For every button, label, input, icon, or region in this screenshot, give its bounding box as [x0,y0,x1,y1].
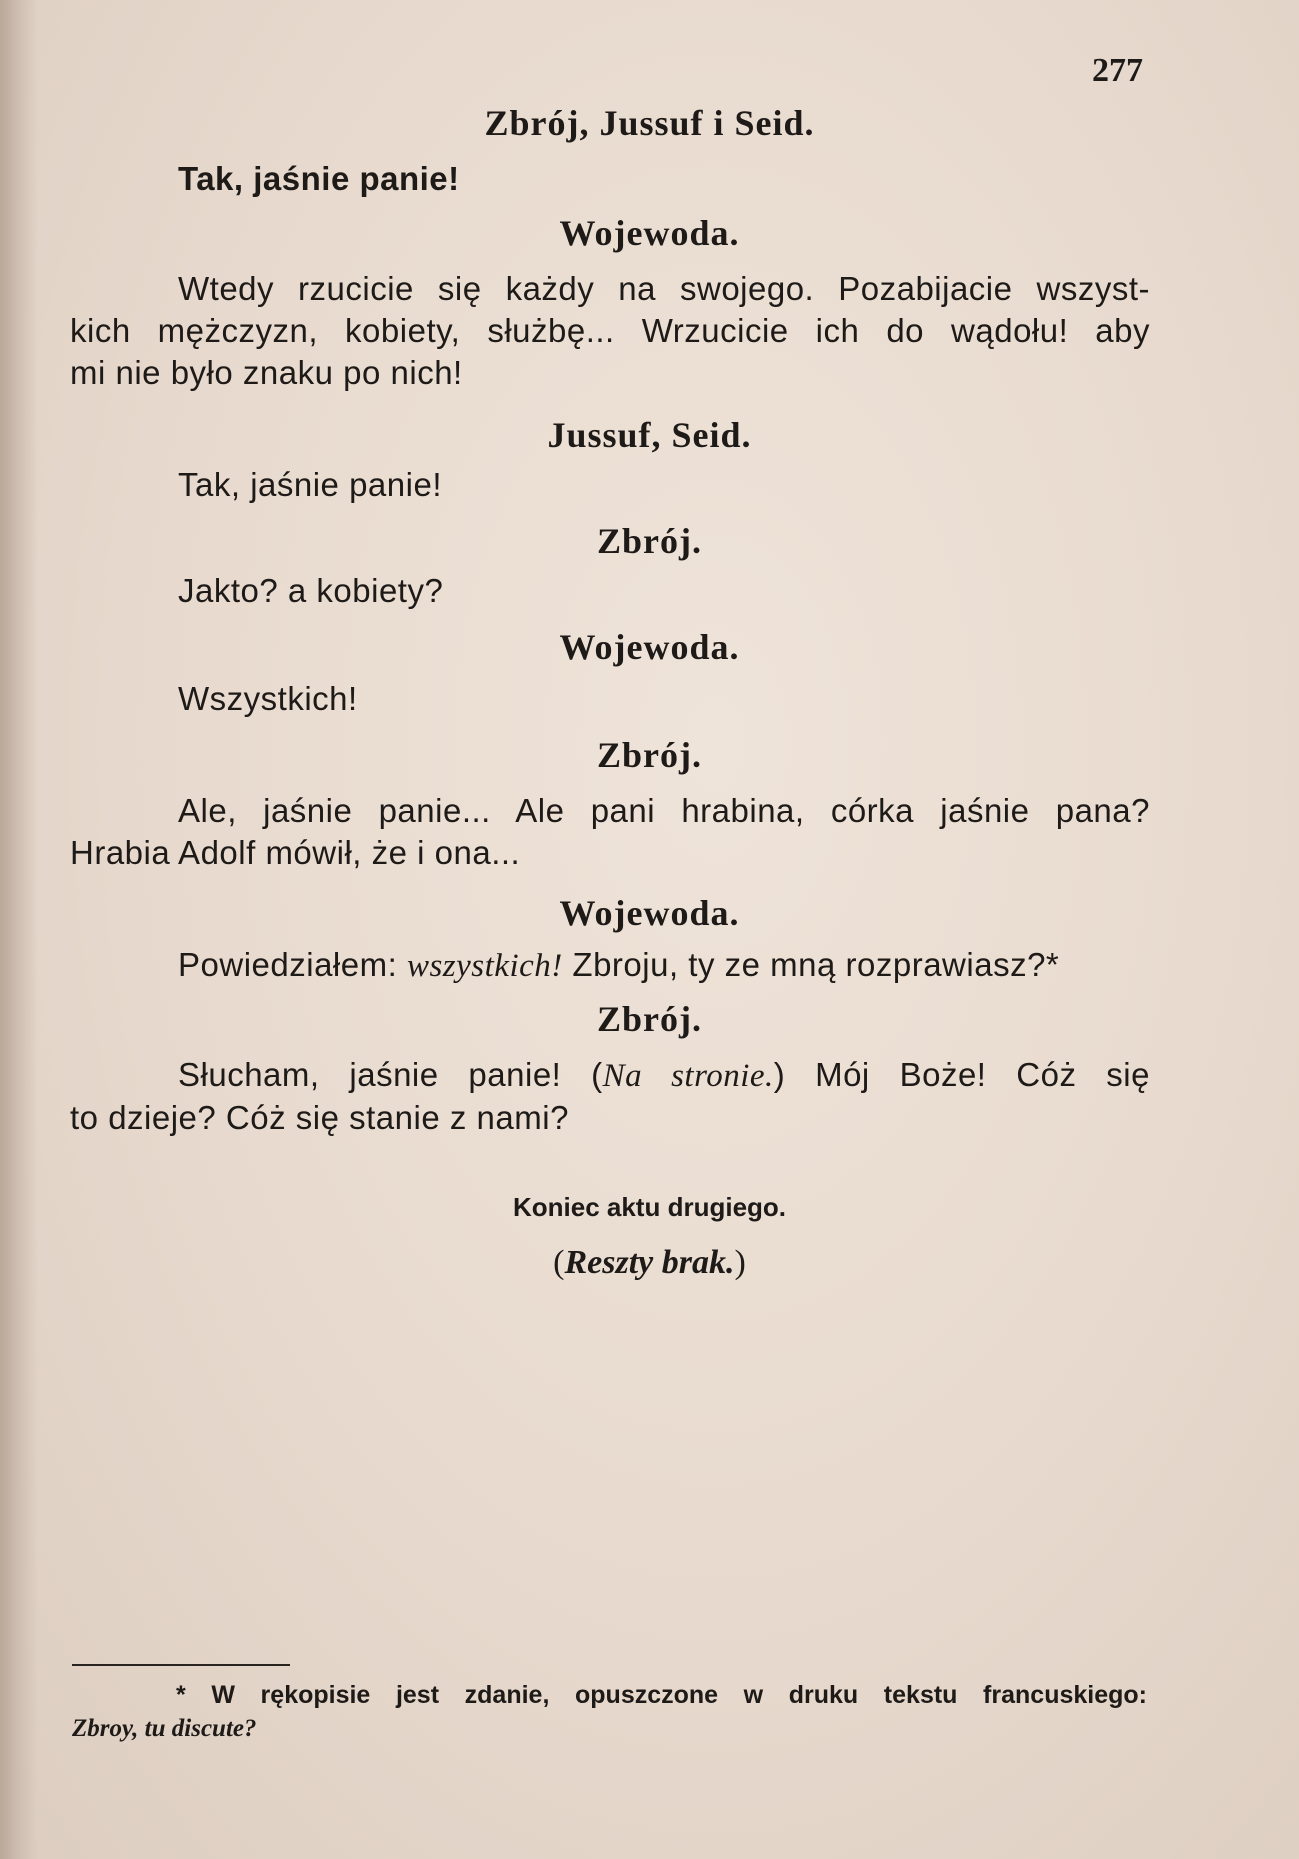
dialogue-paragraph [70,1054,1150,1139]
speaker-heading: Zbrój. [597,999,702,1039]
page-number: 277 [1092,52,1143,89]
dialogue-line: to dzieje? Cóż się stanie z nami? [70,1099,569,1136]
speaker-heading: Wojewoda. [559,893,740,933]
act-end-note: Koniec aktu drugiego. [512,1192,787,1222]
dialogue-line: Jakto? a kobiety? [178,572,444,609]
footnote [72,1678,1147,1746]
footnote-line: * W rękopisie jest zdanie, opuszczone w druku tekstu francuskiego: [176,1681,1147,1709]
speaker-heading: Zbrój. [597,521,702,561]
dialogue-line: kich mężczyzn, kobiety, służbę... Wrzucicie ich do wądołu! aby [70,312,1150,349]
dialogue-line [178,946,1059,985]
dialogue-paragraph [70,268,1150,394]
dialogue-line: mi nie było znaku po nich! [70,354,463,391]
missing-text: Reszty brak. [564,1244,735,1281]
dialogue-line: Wszystkich! [178,680,358,717]
speaker-heading: Jussuf, Seid. [547,415,752,455]
dialogue-line: Tak, jaśnie panie! [178,466,442,503]
speaker-heading: Wojewoda. [559,213,740,253]
speaker-heading: Wojewoda. [559,627,740,667]
dialogue-line [70,1054,1150,1097]
dialogue-line: Ale, jaśnie panie... Ale pani hrabina, córka jaśnie pana? [178,792,1150,829]
dialogue-paragraph [70,790,1150,874]
dialogue-text: Powiedziałem: [178,946,407,983]
speaker-heading: Zbrój. [597,735,702,775]
stage-direction: Na stronie. [602,1058,774,1094]
dialogue-line: Tak, jaśnie panie! [178,160,460,197]
footnote-line: Zbroy, tu discute? [72,1715,257,1742]
paren-close: ) [734,1244,746,1281]
dialogue-text: Słucham, jaśnie panie! ( [178,1056,603,1093]
dialogue-text: ) Mój Boże! Cóż się [773,1056,1150,1093]
paren-open: ( [553,1244,565,1281]
dialogue-line: Hrabia Adolf mówił, że i ona... [70,834,521,871]
footnote-rule [72,1664,290,1666]
dialogue-line: Wtedy rzucicie się każdy na swojego. Pozabijacie wszyst- [178,270,1150,307]
dialogue-text: Zbroju, ty ze mną rozprawiasz?* [562,946,1060,983]
emphasis-text: wszystkich! [406,948,563,984]
remainder-missing-note [0,1244,1299,1282]
speaker-heading: Zbrój, Jussuf i Seid. [484,103,815,143]
